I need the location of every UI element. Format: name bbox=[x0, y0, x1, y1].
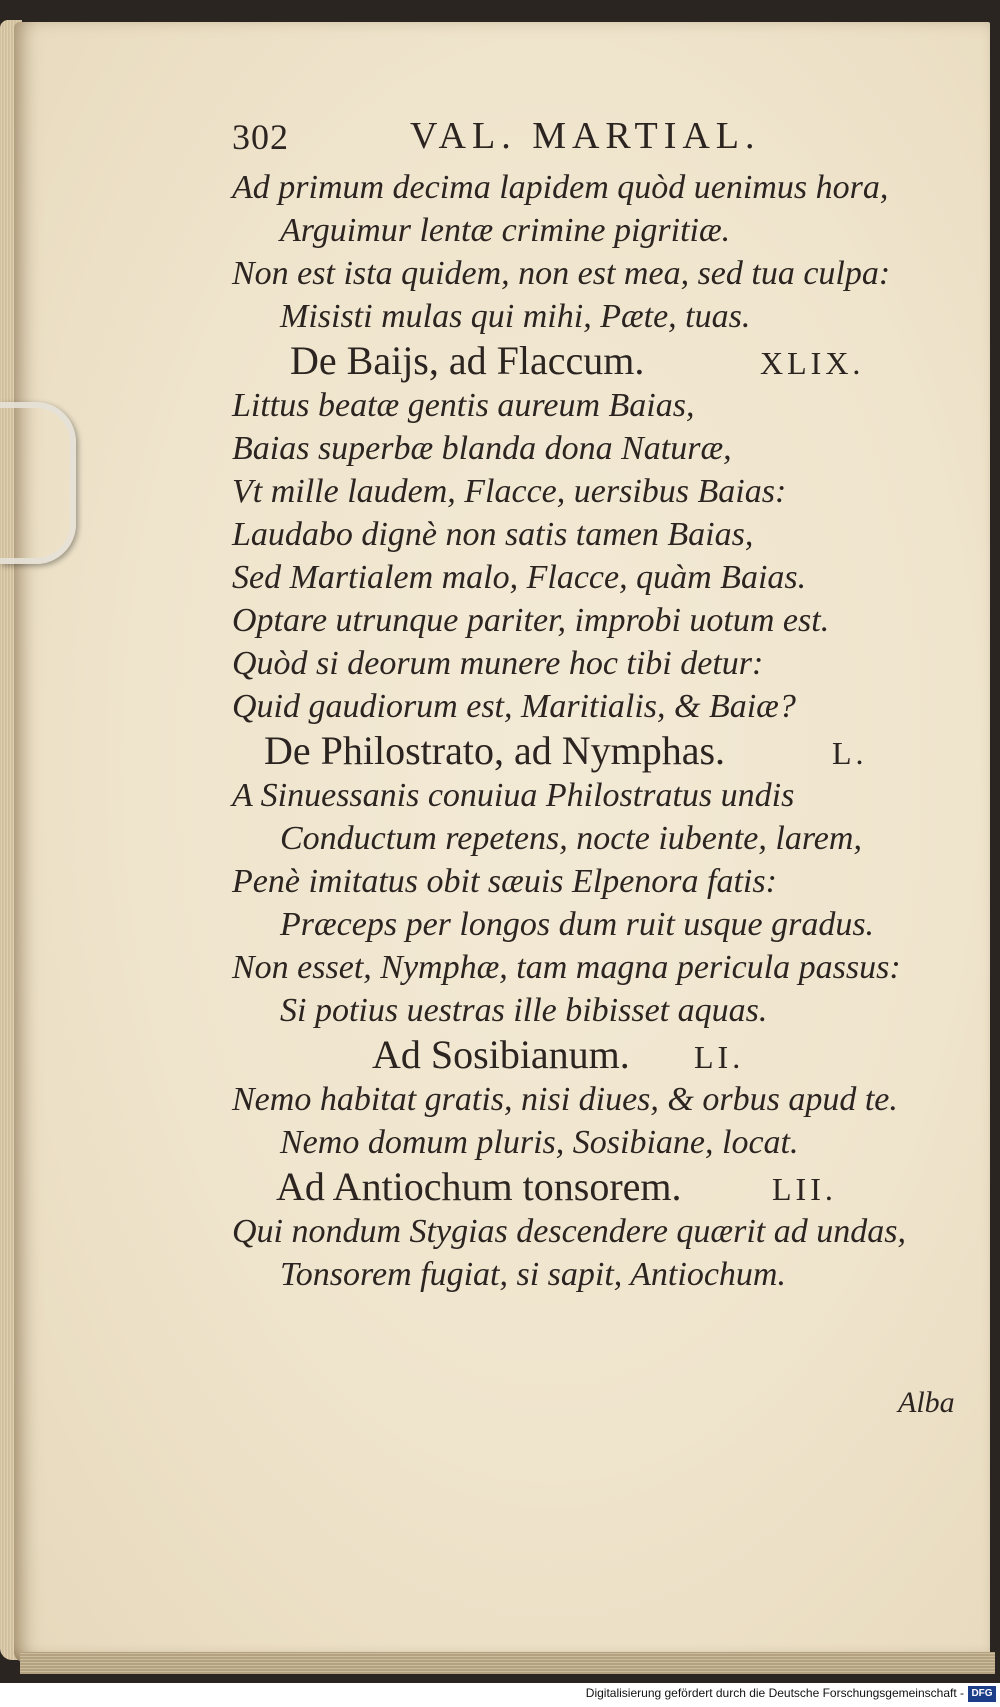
dfg-logo-icon: DFG bbox=[968, 1686, 996, 1702]
epigram-heading bbox=[232, 728, 932, 774]
verse-line: Penè imitatus obit sæuis Elpenora fatis: bbox=[232, 863, 777, 900]
verse-line: Quid gaudiorum est, Maritialis, & Baiæ? bbox=[232, 688, 796, 725]
verse-line: Misisti mulas qui mihi, Pæte, tuas. bbox=[280, 298, 751, 335]
epigram-number: L. bbox=[832, 735, 868, 771]
verse-line: Quòd si deorum munere hoc tibi detur: bbox=[232, 645, 764, 682]
epigram-number: XLIX. bbox=[760, 345, 865, 381]
verse-line: Nemo habitat gratis, nisi diues, & orbus apud te. bbox=[232, 1081, 898, 1118]
verse-line: Tonsorem fugiat, si sapit, Antiochum. bbox=[280, 1256, 786, 1293]
epigram-title: Ad Sosibianum. bbox=[372, 1032, 630, 1077]
verse-line: Vt mille laudem, Flacce, uersibus Baias: bbox=[232, 473, 787, 510]
verse-line: Laudabo dignè non satis tamen Baias, bbox=[232, 516, 754, 553]
running-title: VAL. MARTIAL. bbox=[410, 115, 761, 157]
running-head bbox=[232, 112, 932, 166]
epigram-heading bbox=[232, 1032, 932, 1078]
verse-line: Si potius uestras ille bibisset aquas. bbox=[280, 992, 768, 1029]
page-text bbox=[232, 112, 932, 1296]
verse-line: Non esset, Nymphæ, tam magna pericula passus: bbox=[232, 949, 901, 986]
footer-credit: Digitalisierung gefördert durch die Deutsche Forschungsgemeinschaft - bbox=[585, 1686, 964, 1700]
epigram-title: De Philostrato, ad Nymphas. bbox=[264, 728, 726, 773]
verse-line: Optare utrunque pariter, improbi uotum est. bbox=[232, 602, 830, 639]
verse-line: Nemo domum pluris, Sosibiane, locat. bbox=[280, 1124, 799, 1161]
page-stack-bottom-edge bbox=[20, 1652, 995, 1674]
verse-line: Sed Martialem malo, Flacce, quàm Baias. bbox=[232, 559, 807, 596]
catchword: Alba bbox=[898, 1386, 955, 1419]
verse-line: Arguimur lentæ crimine pigritiæ. bbox=[280, 212, 731, 249]
verse-line: Baias superbæ blanda dona Naturæ, bbox=[232, 430, 732, 467]
epigram-number: LII. bbox=[772, 1171, 837, 1207]
page-clip bbox=[0, 402, 76, 564]
page-number: 302 bbox=[232, 117, 289, 157]
verse-line: A Sinuessanis conuiua Philostratus undis bbox=[232, 777, 795, 814]
epigram-heading bbox=[232, 338, 932, 384]
verse-line: Conductum repetens, nocte iubente, larem, bbox=[280, 820, 862, 857]
epigram-number: LI. bbox=[694, 1039, 745, 1075]
epigram-title: De Baijs, ad Flaccum. bbox=[290, 338, 645, 383]
verse-line: Præceps per longos dum ruit usque gradus. bbox=[280, 906, 875, 943]
verse-line: Ad primum decima lapidem quòd uenimus hora, bbox=[232, 169, 889, 206]
verse-line: Qui nondum Stygias descendere quærit ad undas, bbox=[232, 1213, 906, 1250]
verse-line: Littus beatæ gentis aureum Baias, bbox=[232, 387, 695, 424]
epigram-heading bbox=[232, 1164, 932, 1210]
digitization-footer bbox=[0, 1683, 1000, 1707]
epigram-title: Ad Antiochum tonsorem. bbox=[276, 1164, 682, 1209]
verse-line: Non est ista quidem, non est mea, sed tua culpa: bbox=[232, 255, 891, 292]
